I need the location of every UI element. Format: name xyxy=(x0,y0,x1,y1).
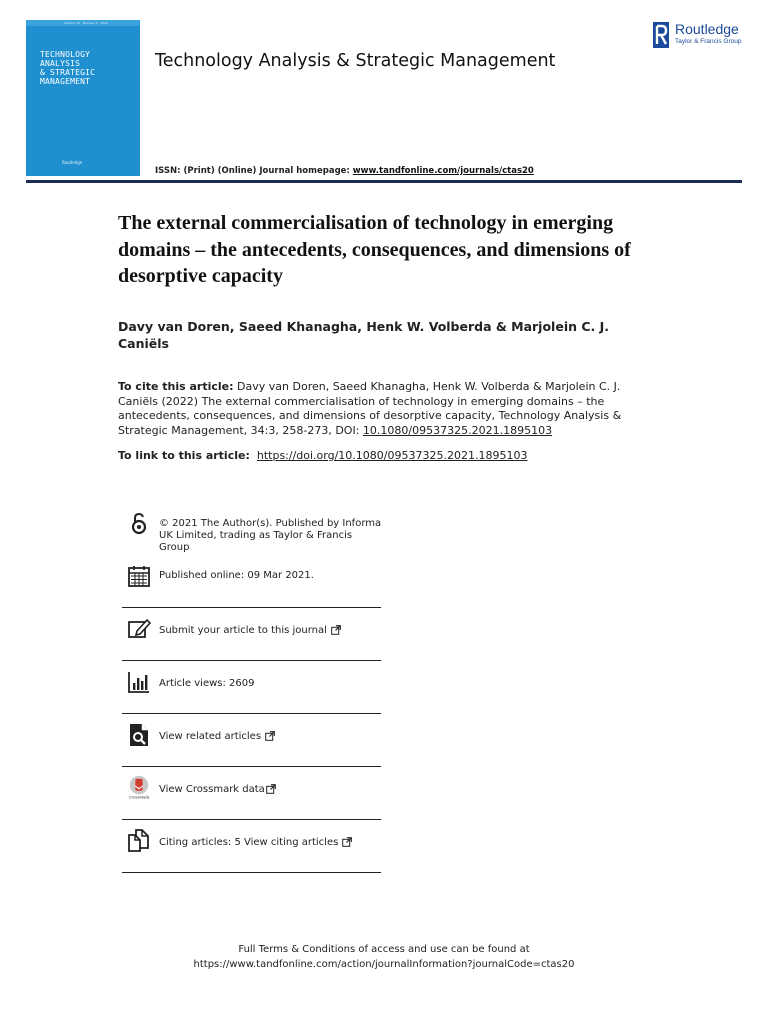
crossmark-link[interactable]: View Crossmark data xyxy=(159,784,265,795)
submit-link-wrap xyxy=(159,625,384,637)
cover-band-text: Volume 34 · Number 3 · 2022 xyxy=(64,21,109,25)
doi-link[interactable]: 10.1080/09537325.2021.1895103 xyxy=(362,423,553,437)
related-link-wrap xyxy=(159,731,384,743)
views-row xyxy=(122,661,381,713)
citation-block xyxy=(118,380,643,438)
edit-icon xyxy=(127,617,151,641)
crossmark-link-wrap xyxy=(159,784,384,796)
article-title: The external commercialisation of technology in emerging domains – the antecedents, consequences, and dimensions of desorptive capacity xyxy=(118,212,631,287)
external-link-icon xyxy=(266,784,276,794)
crossmark-row[interactable] xyxy=(122,767,381,819)
article-authors: Davy van Doren, Saeed Khanagha, Henk W. Volberda & Marjolein C. J. Caniëls xyxy=(118,319,610,351)
logo-subtitle: Taylor & Francis Group xyxy=(675,38,742,45)
article-info-panel xyxy=(122,508,381,878)
footer-terms xyxy=(0,942,768,972)
open-access-text: © 2021 The Author(s). Published by Informa UK Limited, trading as Taylor & Francis Group xyxy=(159,518,382,553)
journal-title: Technology Analysis & Strategic Management xyxy=(155,51,556,71)
external-link-icon xyxy=(265,731,275,741)
article-doi-url[interactable]: https://doi.org/10.1080/09537325.2021.1895103 xyxy=(256,449,528,462)
bar-chart-icon xyxy=(127,670,151,694)
related-articles-link[interactable]: View related articles xyxy=(159,731,262,742)
citing-articles-icon xyxy=(127,828,151,852)
routledge-logo xyxy=(653,20,753,52)
routledge-r-icon xyxy=(653,22,669,48)
citing-row[interactable] xyxy=(122,820,381,872)
panel-divider xyxy=(122,872,381,873)
header-rule xyxy=(26,180,742,183)
crossmark-icon xyxy=(127,775,151,799)
cite-text: Davy van Doren, Saeed Khanagha, Henk W. Volberda & Marjolein C. J. Caniëls (2022) The external commercialisation of technology in emerging domains – the antecedents, consequences, and dimensions of desorptive capacity, Technology Analysis & Strategic Management, 34:3, 258-273, DOI: xyxy=(118,380,622,437)
submit-row[interactable] xyxy=(122,608,381,660)
citing-link-wrap xyxy=(159,837,384,849)
link-label: To link to this article: xyxy=(118,449,250,462)
open-access-row xyxy=(122,508,381,556)
external-link-icon xyxy=(342,837,352,847)
published-row xyxy=(122,560,381,606)
citing-articles-link[interactable]: Citing articles: 5 View citing articles xyxy=(159,837,339,848)
external-link-icon xyxy=(331,625,341,635)
journal-cover-image xyxy=(26,20,140,176)
footer-terms-url[interactable]: https://www.tandfonline.com/action/journalInformation?journalCode=ctas20 xyxy=(193,959,575,970)
issn-label: ISSN: (Print) (Online) Journal homepage: xyxy=(155,166,353,176)
submit-link[interactable]: Submit your article to this journal xyxy=(159,625,327,636)
footer-line-1: Full Terms & Conditions of access and use can be found at xyxy=(238,944,530,955)
cover-title: TECHNOLOGY ANALYSIS & STRATEGIC MANAGEMENT xyxy=(40,50,96,86)
link-block xyxy=(118,449,527,462)
logo-name: Routledge xyxy=(675,21,739,37)
related-row[interactable] xyxy=(122,714,381,766)
article-views: Article views: 2609 xyxy=(159,678,255,689)
calendar-icon xyxy=(127,564,151,588)
journal-homepage-link[interactable]: www.tandfonline.com/journals/ctas20 xyxy=(352,166,534,176)
issn-line xyxy=(155,166,534,176)
search-document-icon xyxy=(127,723,151,747)
cite-label: To cite this article: xyxy=(118,380,234,393)
open-access-icon xyxy=(127,512,151,536)
svg-text:CrossMark: CrossMark xyxy=(128,795,150,799)
cover-publisher: Routledge xyxy=(62,160,83,165)
published-date: Published online: 09 Mar 2021. xyxy=(159,570,314,581)
